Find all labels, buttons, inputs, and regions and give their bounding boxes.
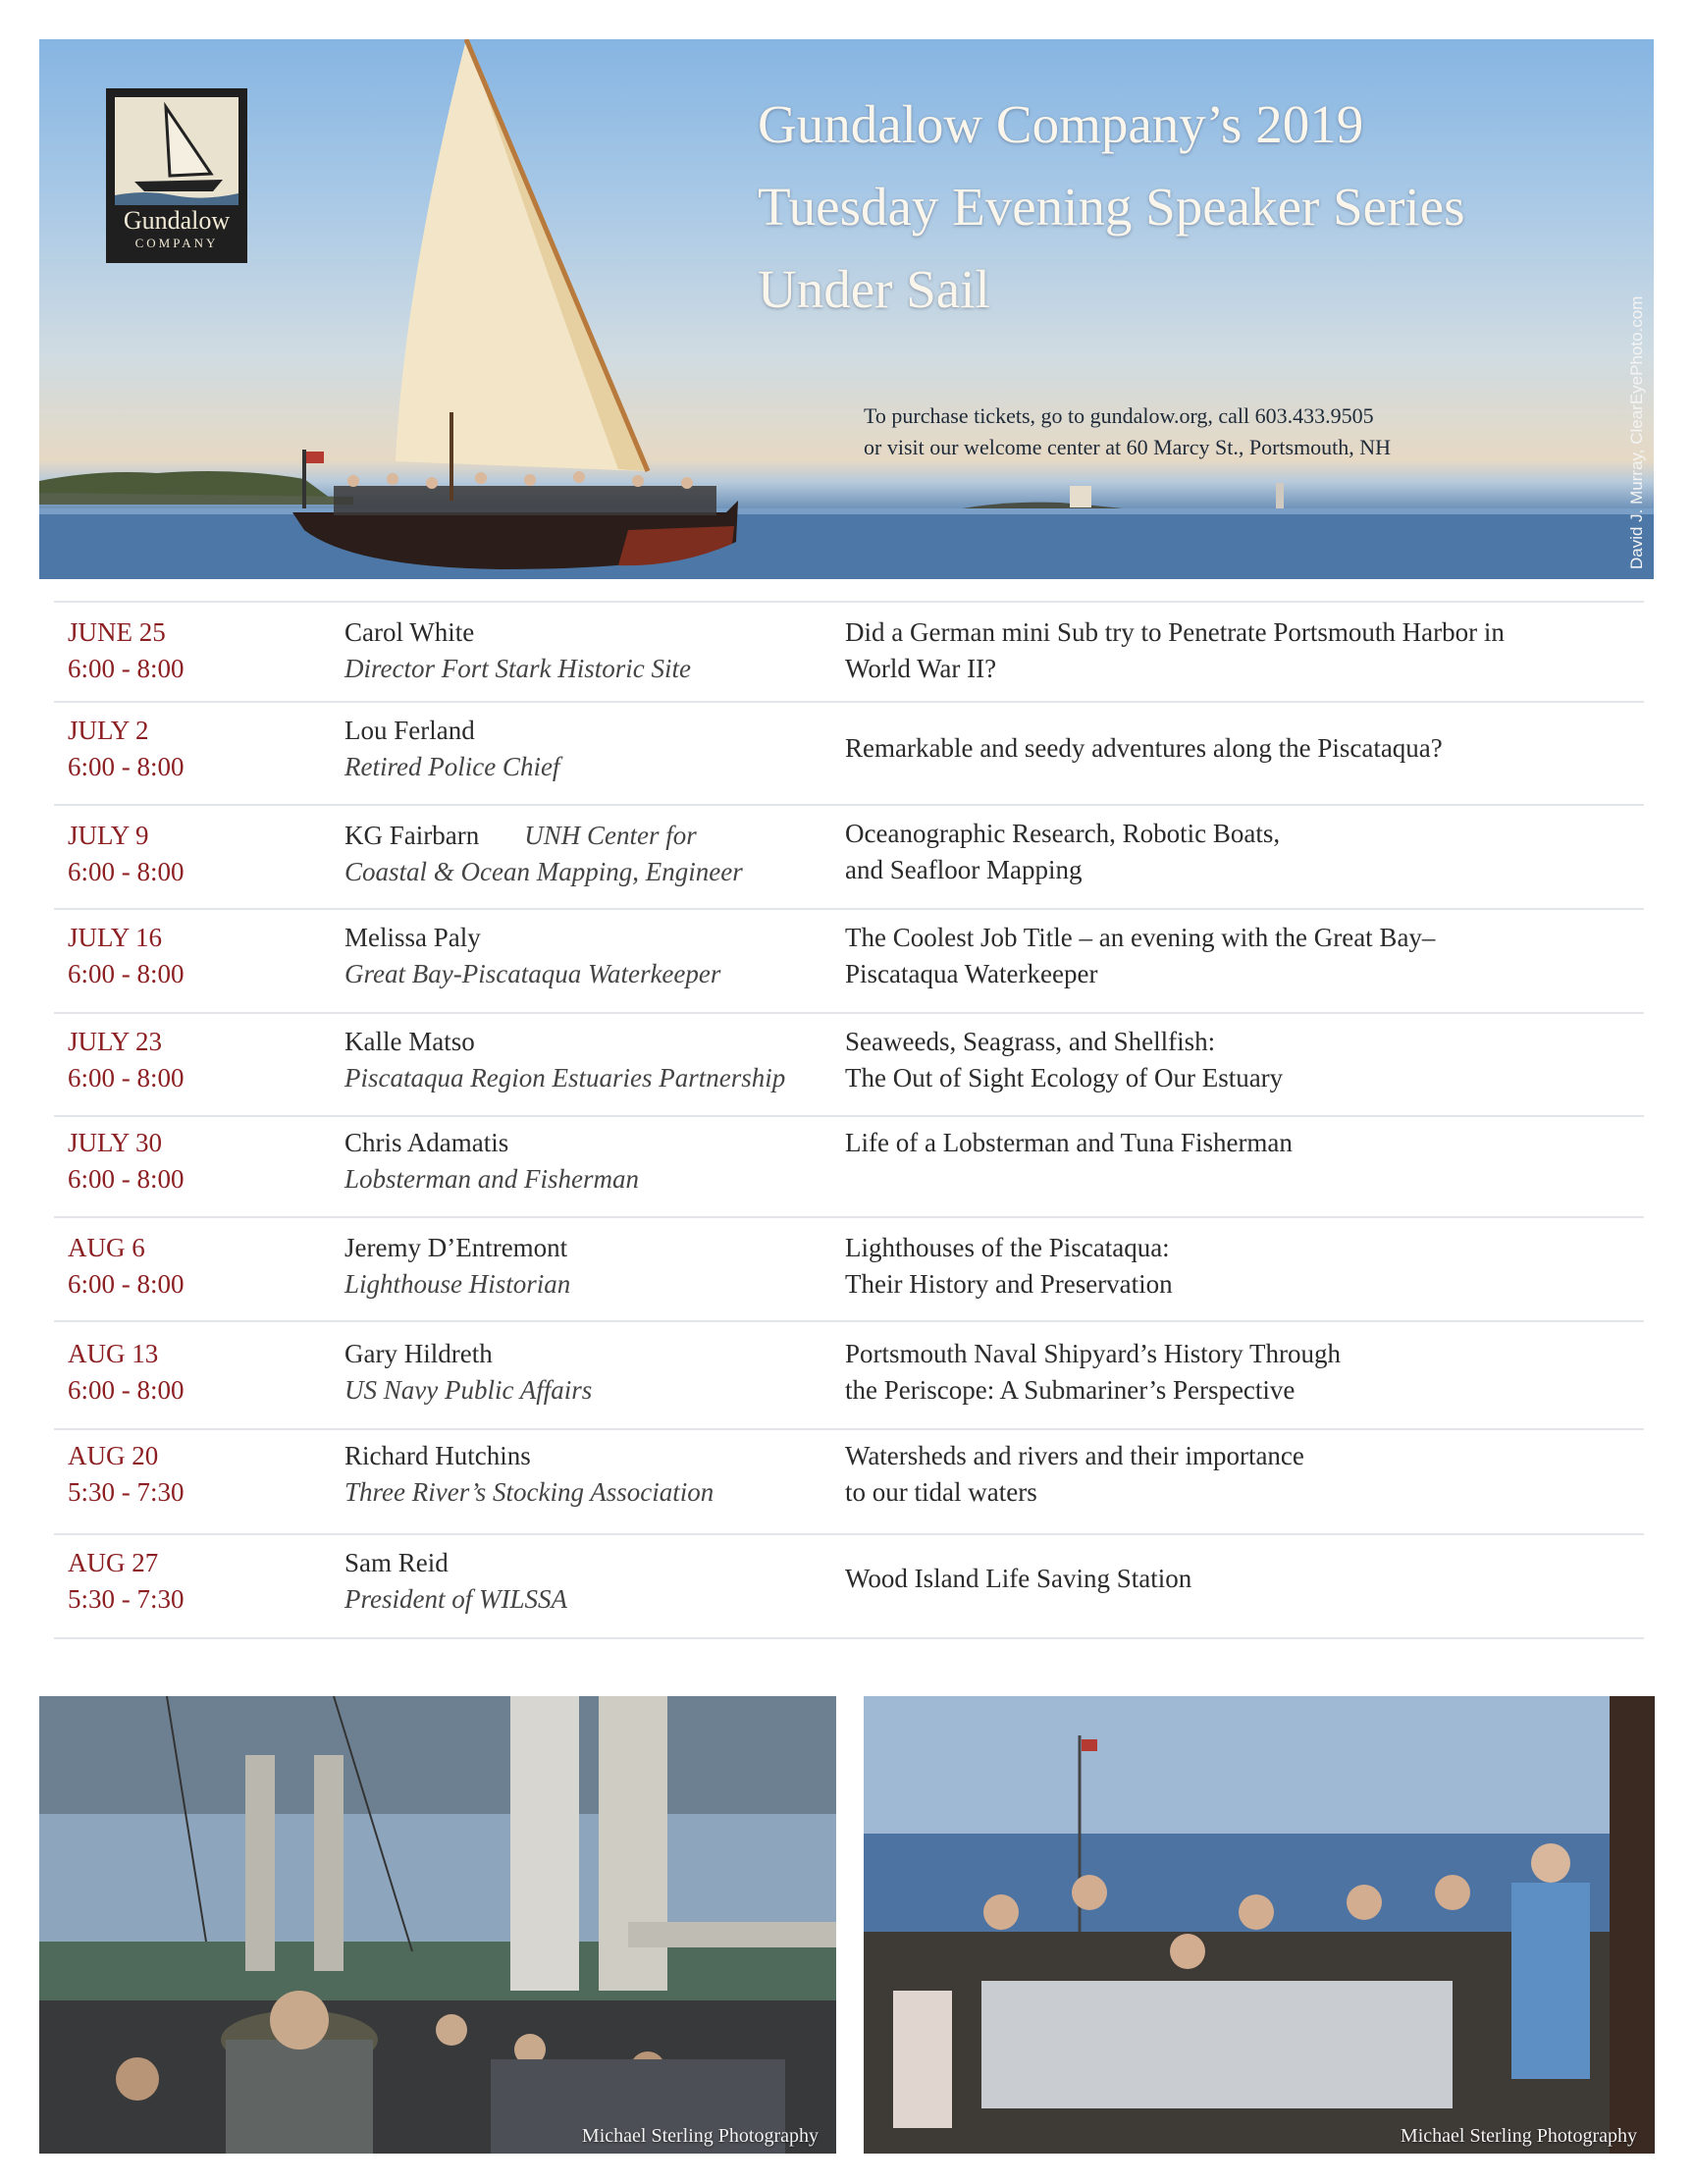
speaker-name: Jeremy D’Entremont (344, 1233, 568, 1262)
event-topic (845, 1438, 1642, 1511)
topic-line-2: Piscataqua Waterkeeper (845, 959, 1098, 988)
schedule-row (54, 701, 1644, 804)
schedule-row (54, 1428, 1644, 1533)
event-date-time (68, 1336, 185, 1409)
schedule-row (54, 804, 1644, 908)
deck-lecture-image (864, 1696, 1655, 2154)
event-date: AUG 27 (68, 1548, 159, 1577)
schedule-row (54, 1012, 1644, 1115)
speaker-name: Melissa Paly (344, 923, 481, 952)
speaker-name: Kalle Matso (344, 1027, 475, 1056)
speaker-name: Chris Adamatis (344, 1128, 509, 1157)
logo-sail-icon (115, 97, 238, 205)
schedule-row (54, 908, 1644, 1012)
event-time: 6:00 - 8:00 (68, 752, 185, 781)
event-speaker (344, 713, 855, 785)
topic-line-2: World War II? (845, 654, 997, 683)
speaker-affiliation: UNH Center for (524, 821, 697, 850)
logo-sailboat-art (115, 97, 238, 205)
event-topic (845, 1336, 1642, 1409)
event-date: AUG 13 (68, 1339, 159, 1368)
event-date-time (68, 1230, 185, 1303)
event-speaker (344, 818, 855, 890)
logo-name: Gundalow (123, 206, 231, 235)
speaker-name: Lou Ferland (344, 716, 475, 745)
topic-line-1: Life of a Lobsterman and Tuna Fisherman (845, 1128, 1293, 1157)
event-topic (845, 1125, 1642, 1161)
ticket-info-line-1: To purchase tickets, go to gundalow.org, call 603.433.9505 (864, 403, 1374, 428)
schedule-row (54, 1533, 1644, 1639)
hero-photo-credit: David J. Murray, ClearEyePhoto.com (1627, 295, 1646, 569)
event-speaker (344, 1438, 855, 1511)
title-line-2: Tuesday Evening Speaker Series (758, 177, 1465, 237)
gundalow-logo (106, 88, 247, 263)
bridge-tour-photo (39, 1696, 836, 2154)
speaker-role: Lobsterman and Fisherman (344, 1164, 640, 1194)
speaker-role: Director Fort Stark Historic Site (344, 654, 691, 683)
speaker-role: Coastal & Ocean Mapping, Engineer (344, 857, 743, 886)
bridge-tour-image (39, 1696, 836, 2154)
event-speaker (344, 1230, 855, 1303)
page-title (758, 83, 1621, 331)
speaker-role: Retired Police Chief (344, 752, 560, 781)
event-topic (845, 1024, 1642, 1096)
speaker-role: Great Bay-Piscataqua Waterkeeper (344, 959, 721, 988)
topic-line-1: Oceanographic Research, Robotic Boats, (845, 819, 1281, 848)
event-time: 6:00 - 8:00 (68, 654, 185, 683)
speaker-schedule (54, 601, 1644, 1639)
event-date-time (68, 1545, 185, 1618)
schedule-row (54, 601, 1644, 701)
topic-line-1: The Coolest Job Title – an evening with the Great Bay– (845, 923, 1436, 952)
topic-line-2: the Periscope: A Submariner’s Perspective (845, 1375, 1296, 1405)
deck-lecture-photo (864, 1696, 1655, 2154)
event-time: 5:30 - 7:30 (68, 1584, 185, 1614)
event-date: JULY 9 (68, 821, 149, 850)
event-topic (845, 614, 1642, 687)
event-date: AUG 20 (68, 1441, 159, 1470)
topic-line-1: Wood Island Life Saving Station (845, 1564, 1192, 1593)
right-photo-credit: Michael Sterling Photography (1400, 2125, 1637, 2147)
schedule-row (54, 1216, 1644, 1320)
title-line-3: Under Sail (758, 259, 990, 319)
event-topic (845, 1561, 1642, 1597)
event-date-time (68, 1438, 185, 1511)
speaker-role: Piscataqua Region Estuaries Partnership (344, 1063, 786, 1092)
topic-line-1: Did a German mini Sub try to Penetrate Portsmouth Harbor in (845, 617, 1505, 647)
event-date-time (68, 818, 185, 890)
topic-line-2: to our tidal waters (845, 1477, 1037, 1507)
event-date: JULY 16 (68, 923, 163, 952)
speaker-role: US Navy Public Affairs (344, 1375, 593, 1405)
topic-line-1: Lighthouses of the Piscataqua: (845, 1233, 1170, 1262)
topic-line-2: Their History and Preservation (845, 1269, 1173, 1299)
event-date-time (68, 1024, 185, 1096)
schedule-row (54, 1320, 1644, 1428)
topic-line-1: Portsmouth Naval Shipyard’s History Through (845, 1339, 1341, 1368)
event-topic (845, 1230, 1642, 1303)
speaker-role: President of WILSSA (344, 1584, 567, 1614)
event-time: 6:00 - 8:00 (68, 1063, 185, 1092)
event-date: JULY 23 (68, 1027, 163, 1056)
event-speaker (344, 1336, 855, 1409)
left-photo-credit: Michael Sterling Photography (581, 2125, 819, 2147)
speaker-name: Richard Hutchins (344, 1441, 531, 1470)
speaker-name: Carol White (344, 617, 475, 647)
hero-banner (39, 39, 1654, 579)
title-line-1: Gundalow Company’s 2019 (758, 94, 1364, 154)
ticket-info-line-2: or visit our welcome center at 60 Marcy St., Portsmouth, NH (864, 435, 1392, 459)
topic-line-2: The Out of Sight Ecology of Our Estuary (845, 1063, 1284, 1092)
event-speaker (344, 1545, 855, 1618)
event-date-time (68, 713, 185, 785)
speaker-role: Lighthouse Historian (344, 1269, 571, 1299)
event-date-time (68, 1125, 185, 1198)
event-time: 6:00 - 8:00 (68, 1375, 185, 1405)
event-speaker (344, 920, 855, 992)
topic-line-1: Remarkable and seedy adventures along the Piscataqua? (845, 733, 1443, 763)
event-date: JULY 2 (68, 716, 149, 745)
speaker-role: Three River’s Stocking Association (344, 1477, 714, 1507)
event-time: 6:00 - 8:00 (68, 857, 185, 886)
speaker-name: Gary Hildreth (344, 1339, 493, 1368)
event-time: 5:30 - 7:30 (68, 1477, 185, 1507)
event-topic (845, 920, 1642, 992)
speaker-name: KG Fairbarn (344, 821, 480, 850)
event-date: AUG 6 (68, 1233, 145, 1262)
event-date: JUNE 25 (68, 617, 166, 647)
logo-subtitle: COMPANY (134, 236, 219, 250)
topic-line-1: Watersheds and rivers and their importance (845, 1441, 1304, 1470)
topic-line-1: Seaweeds, Seagrass, and Shellfish: (845, 1027, 1216, 1056)
event-time: 6:00 - 8:00 (68, 1269, 185, 1299)
event-date-time (68, 920, 185, 992)
event-time: 6:00 - 8:00 (68, 1164, 185, 1194)
event-topic (845, 730, 1642, 767)
topic-line-2: and Seafloor Mapping (845, 855, 1083, 884)
event-speaker (344, 1125, 855, 1198)
ticket-info (864, 400, 1570, 463)
event-speaker (344, 1024, 855, 1096)
event-date-time (68, 614, 185, 687)
event-date: JULY 30 (68, 1128, 163, 1157)
event-speaker (344, 614, 855, 687)
event-topic (845, 816, 1642, 888)
speaker-name: Sam Reid (344, 1548, 449, 1577)
schedule-row (54, 1115, 1644, 1216)
event-time: 6:00 - 8:00 (68, 959, 185, 988)
